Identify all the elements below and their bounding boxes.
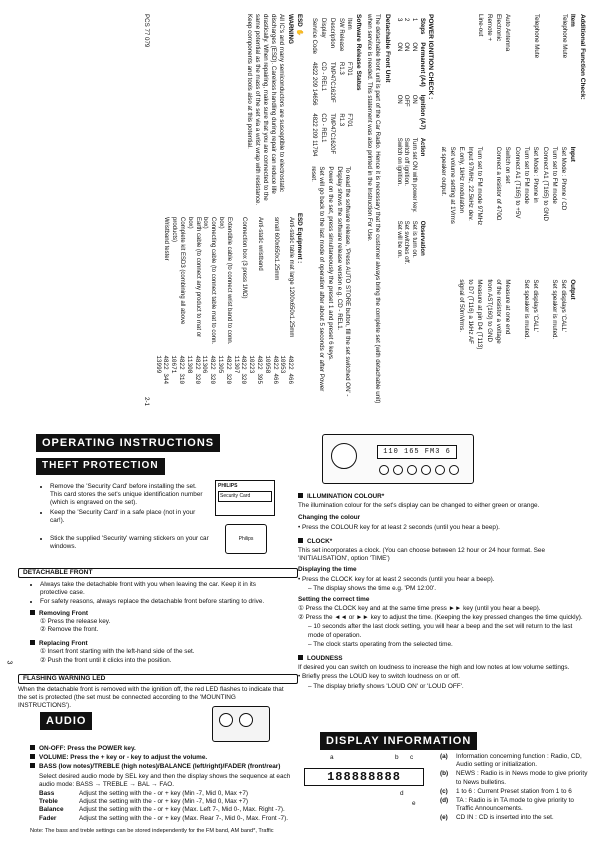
sw-note: Power on the set, press simultaneously the preset 1 and preset 6 keys. [327,166,335,361]
preset-button-icon [435,465,445,475]
line: Connect a resistor of 470Ω [494,146,502,221]
table-cell: Earth cable (to connect any product to mat or box) [186,217,201,338]
list-item [440,814,592,822]
item-text: TA : Radio is in TA mode to give priority to Traffic Announcements. [456,796,574,813]
power-ignition-table [394,14,425,268]
table-cell: Set will be on. [395,220,402,259]
antenna-output [484,279,512,406]
power-knob-icon [219,713,233,727]
square-bullet-icon [30,640,35,645]
removing-step: Remove the front. [47,625,99,633]
function-header-row [568,14,576,406]
tel-mute-label: Telephone Mute [561,14,569,59]
radio-front-illustration [322,434,474,484]
sticker-brand: Philips [238,536,254,542]
illum-title: ILLUMINATION COLOUR* [307,493,385,500]
volume-knob-icon [331,443,357,469]
table-cell: Service Code [311,18,318,55]
audio-mode-label: Bass [39,789,55,797]
table-row [154,213,170,406]
df-bullet: • Always take the detachable front with you when leaving the car. Keep it in its protective case. [40,581,280,597]
table-cell: 3 [395,18,402,22]
list-item [39,790,305,798]
warning-text: All IC's and many semiconductors are susceptible to electrostatic discharges (ESD). Careless handling during repair can reduce life drastically. When repairing, make sure that you are connected to the same potential as the mass of the set via a wrist wrap with resistance. Keep components and tools also at this potential. [245,14,286,206]
list-item [39,798,305,806]
card-label: Security Card [218,491,272,501]
esd-body [154,213,294,406]
table-cell: Set is turn on. [411,220,418,258]
detachable-front-text: The detachable front unit is part of the Car Radio. Hence it is necessary that the customer always bring the complete set (with detachable unit) when service is needed. This statement was also printed in the Instruction For Use. [366,14,382,404]
table-cell: ON [395,42,402,52]
lineout-row [438,14,484,406]
antenna-row [484,14,512,406]
table-row [326,14,335,160]
antenna-input [484,147,512,274]
esd-label: ESD [296,14,304,27]
audio-rows [39,790,305,823]
table-cell: 4822 320 11305 [216,355,232,385]
hdr-output: Output [569,279,577,300]
line: Turn set to FM mode 97MHz [475,146,483,226]
card-brand: PHILIPS [218,483,238,489]
table-row [335,14,344,160]
service-manual-page-bottom [0,422,599,844]
audio-bass-detail: Select desired audio mode by SEL key and then the display shows the sequence at each audio mode: BASS → TREBLE → BAL → FAO. [39,772,291,788]
volume-knob-icon [239,713,253,727]
hdr-item: Item [569,14,577,27]
audio-mode-label: Balance [39,806,64,814]
list-item [39,815,305,823]
table-row [247,213,263,406]
clock-text: This set incorporates a clock. (You can choose between 12 hour or 24 hour format. See 'INITIALISATION', option 'TIME') [298,546,546,563]
software-body [308,14,352,160]
flashing-led-text: When the detachable front is removed with the ignition off, the red LED flashes to indicate that the set is protected (the set must be connected according to the 'MOUNTING INSTRUCTIONS'). [18,686,284,710]
software-section [308,14,352,406]
esd-hand-icon: ✋ [296,28,304,37]
loudness-bullet-detail: The display briefly shows 'LOUD ON' or 'LOUD OFF'. [313,682,464,690]
clock-step: Press the ◄◄ or ►► key to adjust the time. (Keeping the key pressed changes the time quickly). [305,614,583,622]
table-cell: 4822 209 11794 [311,113,318,157]
clock-sub: Setting the correct time [298,595,370,603]
line: Set volume setting at 1Vrms [448,146,456,224]
line: Turn set to FM mode [551,146,559,204]
item-text: CD IN : CD is inserted into the set. [456,814,554,822]
line: Remote + [485,14,493,41]
sticker-bullet [40,534,210,552]
pcs-code: PCS 77 079 [142,14,150,48]
illum-bullet: Press the COLOUR key for at least 2 seconds (until you hear a beep). [302,523,500,531]
power-ignition-title: POWER IGNITION CHECK : [427,14,435,100]
table-cell: ON [411,42,418,52]
table-cell: 4822 320 11307 [232,355,248,385]
flashing-led-bar: FLASHING WARNING LED [18,674,298,684]
loudness-bullet: Briefly press the LOUD key to switch loudness on or off. [302,673,460,681]
table-cell: small 600x650x1.25mm [272,217,279,281]
replacing-title: Replacing Front [39,640,88,648]
tel-mode-label: Telephone Mute [533,14,541,59]
table-cell: F701 [346,113,353,128]
item-text: NEWS : Radio is in News mode to give priority to News bulletins. [456,770,588,786]
line: Set speaker is muted. [551,279,559,340]
table-row [402,14,410,268]
table-cell: Switch off ignition. [403,137,410,186]
line: Connect A1 (T165) to GND [542,146,550,221]
tel-mode-output [512,279,540,406]
table-cell: TMP47C1620F [328,113,335,155]
display-information-banner: DISPLAY INFORMATION [320,732,477,750]
table-cell: 1 [411,18,418,22]
line: signal of 50mVrms. [457,279,465,333]
table-cell: Wristband tester [163,217,170,261]
table-cell: 4822 310 10671 [170,355,185,385]
lineout-input [438,147,484,274]
table-cell: OFF [403,94,410,107]
th-ignition: Ignition (A7) [418,94,425,130]
th-steps: Steps [418,18,425,35]
th-permanent: Permanent (A4) [418,42,425,87]
page-footer-top [142,14,150,406]
list-item [39,806,305,814]
clock-step-detail: 10 seconds after the last clock setting, you will hear a beep and the set will return to the last mode of operation. [308,623,573,639]
preset-button-icon [421,465,431,475]
esd-table [154,213,294,406]
theft-protection-banner: THEFT PROTECTION [36,458,165,475]
list-item [440,797,592,813]
table-cell: CD - REL1 [319,62,326,92]
radio-display: 110 165 FM3 6 [377,445,457,459]
software-release-title: Software Release Status [355,14,363,91]
table-cell: 4822 466 10953 [279,355,295,385]
clock-step: Press the CLOCK key and at the same time press ►► key (until you hear a beep). [305,605,541,613]
table-cell: 4822 209 14656 [311,62,318,106]
table-cell: Anti-static wristband [256,217,263,271]
segment-display: 188888888 [304,768,424,786]
theft-bullet: • Remove the 'Security Card' before installing the set. This card stores the set's unique identification number (which is engraved on the set). [50,483,210,508]
operating-instructions-banner: OPERATING INSTRUCTIONS [36,434,220,452]
th-action: Action [418,137,425,157]
line: at speaker output. [439,146,447,197]
tel-mute-output [540,279,568,406]
table-cell: 2 [403,18,410,22]
item-letter: (b) [440,770,449,778]
table-cell: 4822 320 11308 [185,355,201,385]
tel-mute-row [540,14,568,406]
table-row [394,14,402,268]
detachable-front-title: Detachable Front Unit [383,14,391,83]
table-cell: CD - REL1 [319,113,326,143]
table-row [308,14,317,160]
audio-note: Note: The bass and treble settings can be stored independently for the FM band, AM band*, Traffic [30,827,274,834]
list-item [440,753,592,769]
line: Measure at pin D4 (T113) [475,279,483,350]
table-row [185,213,201,406]
line: Set speaker is muted. [523,279,531,340]
table-cell: Extendible cable (to connect wrist band to conn. box) [217,217,232,345]
preset-button-icon [407,465,417,475]
illum-text: The illumination colour for the set's display can be changed to either green or orange. [298,502,540,510]
line: to D7 (T116) a 1kHz AF [466,279,474,344]
tel-mode-input [512,147,540,274]
replacing-step: Insert front starting with the left-hand side of the set. [47,648,195,656]
audio-mode-label: Treble [39,798,58,806]
table-cell: SW Release [337,18,344,52]
table-cell: 4822 320 11306 [201,355,217,385]
square-bullet-icon [298,493,303,498]
item-text: Information concerning function : Radio, CD, Audio setting or initialization. [456,753,582,769]
square-bullet-icon [30,610,35,615]
lineout-label: Line-out [476,14,484,37]
table-row [279,213,295,406]
page-number-bottom: 3 [5,660,13,665]
table-cell: Display [319,18,326,38]
loudness-text: If desired you can switch on loudness to increase the high and low notes at low volume settings. [298,664,570,672]
item-letter: (a) [440,753,448,760]
table-cell: R1.3 [337,113,344,127]
software-notes [308,166,352,406]
line: Electronic [494,14,502,42]
table-cell: 4822 395 10223 [248,355,263,385]
service-manual-page-top [0,0,599,420]
table-cell: Complete kit ESD3 (combining all above products) [171,217,185,325]
security-card-illustration [215,480,275,516]
removing-title: Removing Front [39,609,88,617]
table-cell: Anti-static table mat large 1200x650x1.25mm [288,217,295,338]
line: Measure at one end [504,279,511,335]
line: Input 97MHz, 22.5kHz dev. [466,146,474,221]
clock-title: CLOCK* [307,537,333,545]
line: of the resistor a voltage [494,279,502,344]
esd-section [154,14,304,406]
audio-mode-label: Fader [39,814,57,822]
label-d: d [400,790,404,797]
rotated-content [0,0,599,420]
preset-button-icon [393,465,403,475]
table-row [344,14,353,160]
page-number-top: 2-1 [142,397,150,406]
sw-note: To read the software release, 'Press AUTO STORE button, fill the set switched ON' - Display shows the software release version e.g. CD - REL1. [336,166,352,397]
replacing-step: Push the front until it clicks into the position. [47,656,172,664]
line: Set displays 'CALL' [532,279,540,333]
software-table [308,14,352,160]
audio-banner: AUDIO [40,712,92,730]
clock-bullet: Press the CLOCK key for at least 2 seconds (until you hear a beep). [302,575,495,583]
table-row [232,213,248,406]
square-bullet-icon [30,754,35,759]
item-letter: (d) [440,796,449,804]
table-cell: F701 [346,62,353,76]
clock-bullet-detail: The display shows the time e.g. 'PM 12:00'. [313,584,437,592]
detachable-front-bar: DETACHABLE FRONT [18,568,298,578]
line: from AST(160) to GND [485,279,493,342]
audio-text [30,744,305,835]
right-column-text: ILLUMINATION COLOUR* The illumination colour for the set's display can be changed to either green or orange. Changing the colour • Press the COLOUR key for at least 2 seconds (until you hear a beep). CLOCK* This set incorporates a clock. (You can choose between 12 hour or 24 hour format. See 'INITIALISATION', option 'TIME') Displaying the time • Press the CLOCK key for at least 2 seconds (until you hear a beep). – The display shows the time e.g. 'PM 12:00'. Setting the correct time ① Press the CLOCK key and at the same time press ►► key (until you hear a beep). ② Press the ◄◄ or ►► key to adjust the time. (Keeping the key pressed changes the time quickly). – 10 seconds after the last clock setting, you will hear a beep and the set will return to the last mode of operation. – The clock starts operating from the selected time. LOUDNESS If desired you can switch on loudness to increase the high and low notes at low volume settings. • Briefly press the LOUD key to switch loudness on or off. – The display briefly shows 'LOUD ON' or 'LOUD OFF'. [298,492,588,692]
square-bullet-icon [298,538,303,543]
audio-controls-illustration [212,706,270,742]
table-cell: R1.3 [337,62,344,75]
sticker-illustration [225,524,267,554]
lineout-output [438,279,484,406]
item-text: 1 to 6 : Current Preset station from 1 to 6 [456,787,572,795]
removing-step: Press the release key. [47,617,111,625]
table-cell: Set switches off. [403,220,410,265]
audio-mode-text: Adjust the setting with the - or + key (Max. Left 7-, Mid 0-, Max. Right -7). [79,806,285,814]
table-cell: Item [346,18,353,30]
table-cell: Connection box (3 press 1MΩ) [241,217,248,299]
loudness-title: LOUDNESS [307,655,343,662]
line: E.only, 1kHz modulation [457,146,465,213]
table-cell: TMP47C1620F [328,62,335,103]
th-observation: Observation [418,220,425,256]
item-letter: (e) [440,814,448,822]
tel-mode-row [512,14,540,406]
additional-function-title: Additional Function Check: [579,14,586,100]
line: Set displays 'CALL' [560,279,568,333]
audio-bass: BASS (low notes)/TREBLE (high notes)/BALANCE (left/right)/FADER (front/rear) [39,763,281,771]
square-bullet-icon [30,763,35,768]
line: Set Mode : Phone in [532,146,540,203]
display-items [440,752,592,824]
theft-bullet: • Keep the 'Security Card' in a safe place (not in your car!). [50,509,210,525]
table-cell: ON [411,94,418,104]
table-cell: ON [403,42,410,52]
esd-warning [154,14,304,207]
power-ignition-body [394,14,417,268]
theft-bullets [40,482,210,526]
table-cell: 4822 344 13999 [154,355,170,385]
esd-equipment [154,213,304,406]
display-diagram [300,754,430,834]
hdr-input: Input [569,146,577,162]
table-cell: Turn set ON with power key. [411,137,418,213]
audio-mode-text: Adjust the setting with the - or + key (Min -7, Mid 0, Max +7) [79,789,249,797]
warning-title: WARNING [287,14,295,44]
table-row [169,213,185,406]
clock-sub: Displaying the time [298,566,357,574]
table-row [201,213,217,406]
table-row [409,14,417,268]
table-row [417,14,425,268]
illum-sub: Changing the colour [298,514,361,522]
line: Switch on set [504,146,511,184]
table-row [216,213,232,406]
label-c: c [410,754,414,761]
audio-mode-text: Adjust the setting with the - or + key (Max. Rear 7-, Mid 0-, Max. Front -7). [79,814,289,822]
line: Connect A1 (T165) to +5V [514,146,522,219]
item-letter: (c) [440,787,448,795]
clock-step-detail: The clock starts operating from the selected time. [313,640,453,648]
label-b: b [395,754,399,761]
line: Turn set to FM mode [523,146,531,204]
table-row [263,213,279,406]
square-bullet-icon [30,745,35,750]
table-cell: Switch on ignition. [395,137,402,187]
theft-bullet: • Stick the supplied 'Security' warning stickers on your car windows. [50,535,210,551]
antenna-label [484,14,512,141]
label-a: a [330,754,334,761]
df-bullet: • For safety reasons, always replace the detachable front before starting to drive. [40,598,280,606]
table-cell: 4822 466 10958 [263,355,279,385]
sw-note: Set will go back to the last mode of operation after about 5 seconds or after Power reset. [310,166,326,392]
df-bullets: • Always take the detachable front with you when leaving the car. Keep it in its protective case. • For safety reasons, always replace the detachable front before starting to drive. Removing Front ① Press the release key. ② Remove the front. Replacing Front ① Insert front starting with the left-hand side of the set. ② Push the front until it clicks into the position. [30,580,280,665]
preset-button-icon [449,465,459,475]
esd-eq-title: ESD Equipment : [296,213,304,264]
square-bullet-icon [298,655,303,660]
table-row [317,14,326,160]
line: Set Mode : Phone / CD [560,146,568,211]
table-cell: ON [395,94,402,104]
table-cell: Description [328,18,335,49]
line: Auto Antenna [504,14,511,52]
audio-onoff: ON-OFF: Press the POWER key. [39,745,136,752]
list-item [440,770,592,786]
audio-mode-text: Adjust the setting with the - or + key (Min -7, Mid 0, Max +7) [79,798,249,806]
audio-volume: VOLUME: Press the + key or - key to adjust the volume. [39,754,208,762]
list-item [440,788,592,796]
preset-button-icon [379,465,389,475]
tel-mute-input [540,147,568,274]
label-e: e [412,800,416,807]
table-cell: Connecting cable (to connect table mat to conn. box) [202,217,217,345]
